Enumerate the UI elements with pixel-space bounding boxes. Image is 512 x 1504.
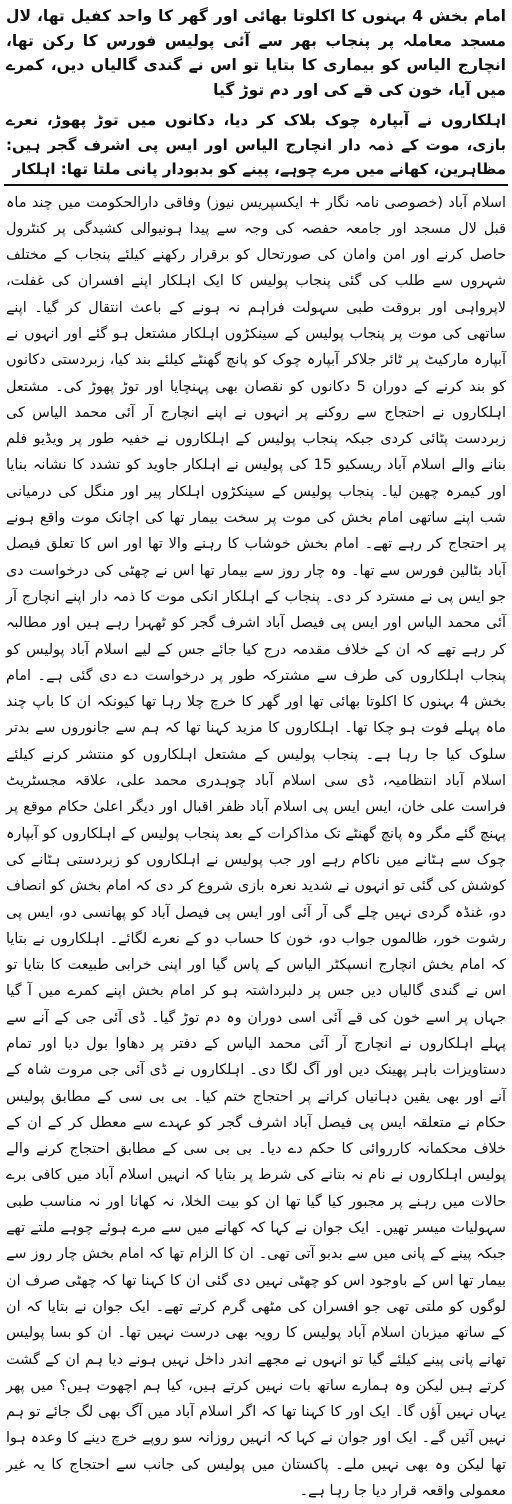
headline-separator [4, 184, 508, 186]
article-headline: امام بخش 4 بہنوں کا اکلوتا بھائی اور گھر کا واحد کفیل تھا، لال مسجد معاملہ پر پنجاب بھر سے آئی پولیس فورس کا رکن تھا، انچارج الیاس کو بیماری کا بتایا تو اس نے گندی گالیاں دیں، کمرے میں آیا، خون کی قے کی اور دم توڑ گیا [4, 4, 508, 102]
article-subhead: اہلکاروں نے آبپارہ چوک بلاک کر دیا، دکانوں میں توڑ پھوڑ، نعرے بازی، موت کے ذمہ دار انچارج الیاس اور ایس پی اشرف گجر ہیں: مظاہرین، کھانے میں مرے چوہے، پینے کو بدبودار پانی ملتا تھا: اہلکار [4, 108, 508, 182]
article-body: اسلام آباد (خصوصی نامہ نگار + ایکسپریس نیوز) وفاقی دارالحکومت میں چند ماہ قبل لال مسجد اور جامعہ حفصہ کی وجہ سے پیدا ہونیوالی کشیدگی پر کنٹرول حاصل کرنے اور امن وامان کی صورتحال کو برقرار رکھنے کیلئے پنجاب کے مختلف شہروں سے طلب کی گئی پنجاب پولیس کا ایک اہلکار اپنے افسران کی غفلت، لاپرواہی اور بروقت طبی سہولت فراہم نہ ہونے کے باعث انتقال کر گیا۔ اپنے ساتھی کی موت پر پنجاب پولیس کے سینکڑوں اہلکار مشتعل ہو گئے اور انہوں نے آبپارہ مارکیٹ پر ٹائر جلاکر آبپارہ چوک کو پانچ گھنٹے کیلئے بند کیا، زبردستی دکانوں کو بند کرنے کے دوران 5 دکانوں کو نقصان بھی پہنچایا اور توڑ پھوڑ کی۔ مشتعل اہلکاروں نے احتجاج سے روکنے پر انہوں نے اپنے انچارج آر آئی محمد الیاس کی زبردست پٹائی کردی جبکہ پنجاب پولیس کے اہلکاروں نے خفیہ طور پر ویڈیو فلم بنانے والے اسلام آباد ریسکیو 15 کی پولیس نے اہلکار جاوید کو تشدد کا نشانہ بنایا اور کیمرہ چھین لیا۔ پنجاب پولیس کے سینکڑوں اہلکار پیر اور منگل کی درمیانی شب اپنے ساتھی امام بخش کی موت پر سخت بیمار تھا کی اچانک موت واقع ہونے پر احتجاج کر رہے تھے۔ امام بخش خوشاب کا رہنے والا تھا اور اس کا تعلق فیصل آباد بٹالین فورس سے تھا۔ وہ چار روز سے بیمار تھا اس نے چھٹی کی درخواست دی جو ایس پی نے مسترد کر دی۔ پنجاب کے اہلکار انکی موت کا ذمہ دار اپنے انچارج آر آئی محمد الیاس اور ایس پی فیصل آباد اشرف گجر کو ٹھہرا رہے ہیں اور مطالبہ کر رہے تھے کہ ان کے خلاف مقدمہ درج کیا جائے جس کے لیے اسلام آباد پولیس کو پنجاب اہلکاروں کی طرف سے مشترکہ طور پر درخواست دے دی گئی ہے۔ امام بخش 4 بہنوں کا اکلوتا بھائی تھا اور گھر کا خرچ چلا رہا تھا کیونکہ ان کا باپ چند ماہ پہلے فوت ہو چکا تھا۔ اہلکاروں کا مزید کہنا تھا کہ ہم سے جانوروں سے بدتر سلوک کیا جا رہا ہے۔ پنجاب پولیس کے مشتعل اہلکاروں کو منتشر کرنے کیلئے اسلام آباد انتظامیہ، ڈی سی اسلام آباد چوہدری محمد علی، علاقہ مجسٹریٹ فراست علی خان، ایس ایس پی اسلام آباد ظفر اقبال اور دیگر اعلیٰ حکام موقع پر پہنچ گئے مگر وہ پانچ گھنٹے تک مذاکرات کے بعد پنجاب پولیس کے اہلکاروں کو آبپارہ چوک سے ہٹانے میں ناکام رہے اور جب پولیس نے اہلکاروں کو زبردستی ہٹانے کی کوشش کی گئی تو انہوں نے شدید نعرہ بازی شروع کر دی کہ امام بخش کو انصاف دو، غنڈہ گردی نہیں چلے گی آر آئی اور ایس پی فیصل آباد کو پھانسی دو، ایس پی رشوت خور، ظالموں جواب دو، خون کا حساب دو کے نعرے لگائے۔ اہلکاروں نے بتایا کہ امام بخش انچارج انسپکٹر الیاس کے پاس گیا اور اپنی خرابی طبیعت کا بتایا تو اس نے گندی گالیاں دیں جس پر دلبرداشتہ ہو کر امام بخش اپنے کمرے میں آ گیا جہاں پر اسے خون کی قے آئی اسی دوران وہ دم توڑ گیا۔ ڈی آئی جی کے آنے سے پہلے اہلکاروں نے انچارج آر آئی محمد الیاس کے دفتر پر دھاوا بول دیا اور تمام دستاویزات باہر پھینک دیں اور آگ لگا دی۔ اہلکاروں نے ڈی آئی جی مروت شاہ کے آنے اور بھی یقین دہانیاں کرانے پر احتجاج ختم کیا۔ بی بی سی کے مطابق پولیس حکام نے متعلقہ ایس پی فیصل آباد اشرف گجر کو عہدے سے معطل کر کے ان کے خلاف محکمانہ کارروائی کا حکم دے دیا۔ بی بی سی کے مطابق احتجاج کرنے والے پولیس اہلکاروں نے نام نہ بتانے کی شرط پر بتایا کہ انہیں اسلام آباد میں کافی برے حالات میں رہنے پر مجبور کیا گیا تھا ان کو بیت الخلا، نہ کھانا اور نہ مناسب طبی سہولیات میسر تھیں۔ ایک جوان نے کہا کہ کھانے میں سے مرے ہوئے چوہے ملتے تھے جبکہ پینے کے پانی میں سے بدبو آتی تھی۔ ان کا الزام تھا کہ امام بخش چار روز سے بیمار تھا اس کے باوجود اس کو چھٹی نہیں دی گئی ان کا کہنا تھا کہ چھٹی صرف ان لوگوں کو ملتی تھی جو افسران کی مٹھی گرم کرتے تھے۔ ایک جوان نے بتایا کہ ان کے ساتھ میزبان اسلام آباد پولیس کا رویہ بھی درست نہیں تھا۔ ان کو بسا پولیس تھانے پانی پینے کیلئے گیا تو انہوں نے مجھے اندر داخل نہیں ہونے دیا ہم ان کے گشت کرتے ہیں لیکن وہ ہمارے ساتھ بات نہیں کرتے ہیں، کیا ہم اچھوت ہیں؟ میں پھر یہاں نہیں آؤں گا۔ ایک اور کا کہنا تھا کہ اگر اسلام آباد میں آگ بھی لگ جائے تو ہم نہیں آئیں گے۔ ایک اور جوان نے کہا کہ انہیں روزانہ سو روپے خرچ دینے کا وعدہ ہوا تھا لیکن وہ بھی نہیں ملے۔ پاکستان میں پولیس کی جانب سے احتجاج کا یہ غیر معمولی واقعہ قرار دیا جا رہا ہے۔ [4, 190, 508, 1504]
